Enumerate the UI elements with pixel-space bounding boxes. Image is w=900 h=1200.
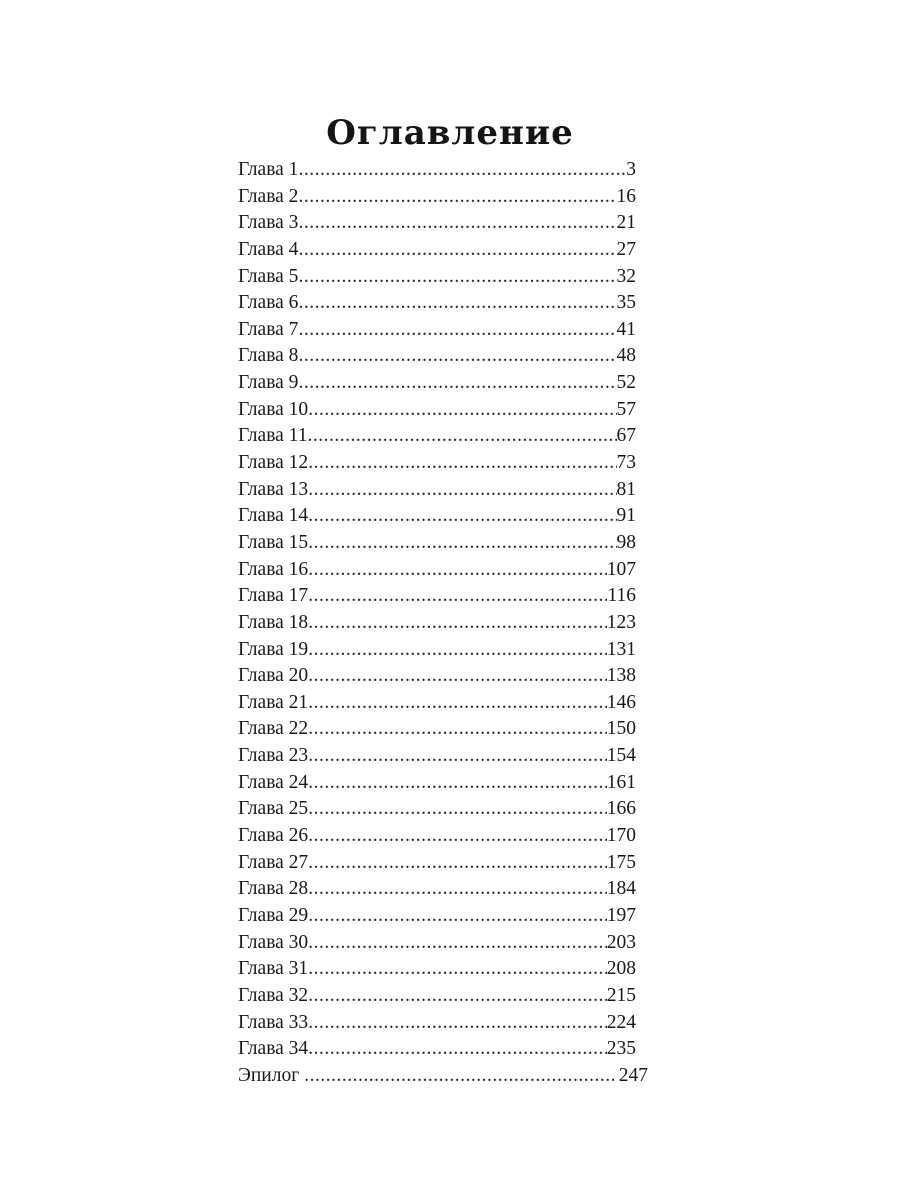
- toc-entry-page-number: 215: [606, 984, 636, 1006]
- dot-leader: [308, 637, 607, 664]
- toc-entry-page-number: 146: [606, 691, 636, 713]
- toc-entry-label: Глава 22: [238, 718, 309, 740]
- toc-entry: [238, 983, 648, 1010]
- toc-entry-page-number: 52: [616, 372, 636, 394]
- dot-leader: [308, 743, 607, 770]
- toc-entry: [238, 610, 648, 637]
- toc-entry-label: Глава 34: [238, 1038, 309, 1060]
- toc-entry: [238, 450, 648, 477]
- dot-leader: [308, 477, 616, 504]
- toc-entry: [238, 770, 648, 797]
- toc-entry-label: Глава 32: [238, 984, 309, 1006]
- toc-entry: [238, 1063, 648, 1090]
- toc-entry-label: Глава 31: [238, 958, 309, 980]
- dot-leader: [298, 157, 626, 184]
- toc-entry: [238, 290, 648, 317]
- dot-leader: [298, 210, 616, 237]
- dot-leader: [298, 290, 616, 317]
- toc-entry-page-number: 208: [606, 958, 636, 980]
- toc-entry-label: Глава 26: [238, 825, 309, 847]
- dot-leader: [308, 397, 616, 424]
- toc-entry-page-number: 73: [616, 452, 636, 474]
- toc-entry-page-number: 16: [616, 185, 636, 207]
- toc-entry-label: Глава 33: [238, 1011, 309, 1033]
- toc-entry: [238, 796, 648, 823]
- toc-entry: [238, 557, 648, 584]
- toc-entry: [238, 903, 648, 930]
- toc-entry: [238, 716, 648, 743]
- toc-entry: [238, 637, 648, 664]
- toc-entry: [238, 690, 648, 717]
- toc-entry: [238, 343, 648, 370]
- toc-entry: [238, 370, 648, 397]
- toc-entry: [238, 850, 648, 877]
- toc-entry-label: Глава 24: [238, 771, 309, 793]
- toc-entry-page-number: 32: [616, 265, 636, 287]
- dot-leader: [308, 503, 616, 530]
- dot-leader: [308, 450, 616, 477]
- toc-entry-page-number: 107: [606, 558, 636, 580]
- toc-entry-page-number: 166: [606, 798, 636, 820]
- toc-entry-label: Глава 8: [238, 345, 299, 367]
- toc-entry-label: Глава 23: [238, 745, 309, 767]
- toc-entry-page-number: 161: [606, 771, 636, 793]
- dot-leader: [308, 716, 607, 743]
- dot-leader: [308, 956, 607, 983]
- toc-entry-page-number: 247: [618, 1064, 648, 1086]
- toc-entry-label: Глава 14: [238, 505, 309, 527]
- toc-entry-label: Глава 20: [238, 665, 309, 687]
- toc-entry-page-number: 123: [606, 611, 636, 633]
- toc-entry-page-number: 67: [616, 425, 636, 447]
- toc-entry-label: Глава 19: [238, 638, 309, 660]
- toc-entry: [238, 823, 648, 850]
- toc-entry-page-number: 57: [616, 398, 636, 420]
- dot-leader: [308, 903, 607, 930]
- dot-leader: [308, 583, 607, 610]
- dot-leader: [304, 1063, 614, 1090]
- dot-leader: [308, 770, 607, 797]
- toc-entry-label: Глава 28: [238, 878, 309, 900]
- toc-entry-page-number: 170: [606, 825, 636, 847]
- toc-entry: [238, 956, 648, 983]
- toc-entry-label: Глава 9: [238, 372, 299, 394]
- toc-entry: [238, 743, 648, 770]
- toc-entry-page-number: 197: [606, 904, 636, 926]
- dot-leader: [298, 184, 616, 211]
- toc-entry: [238, 264, 648, 291]
- dot-leader: [298, 264, 616, 291]
- toc-entry: [238, 930, 648, 957]
- toc-entry: [238, 237, 648, 264]
- dot-leader: [298, 370, 616, 397]
- dot-leader: [308, 983, 607, 1010]
- toc-entry: [238, 530, 648, 557]
- toc-entry-page-number: 224: [606, 1011, 636, 1033]
- toc-entry-label: Глава 1: [238, 159, 299, 180]
- toc-entry-page-number: 184: [606, 878, 636, 900]
- toc-entry-page-number: 81: [616, 478, 636, 500]
- toc-entry-page-number: 91: [616, 505, 636, 527]
- toc-entry-page-number: 235: [606, 1038, 636, 1060]
- dot-leader: [308, 876, 607, 903]
- toc-entry: [238, 503, 648, 530]
- toc-entry-label: Глава 4: [238, 238, 299, 260]
- toc-entry-label: Эпилог: [238, 1064, 300, 1086]
- toc-entry-label: Глава 30: [238, 931, 309, 953]
- toc-entry-page-number: 203: [606, 931, 636, 953]
- dot-leader: [308, 1010, 607, 1037]
- dot-leader: [308, 850, 607, 877]
- toc-entry-label: Глава 6: [238, 292, 299, 314]
- toc-entry-page-number: 154: [606, 745, 636, 767]
- dot-leader: [308, 557, 607, 584]
- toc-entry-page-number: 175: [606, 851, 636, 873]
- dot-leader: [308, 663, 607, 690]
- toc-entry-label: Глава 12: [238, 452, 309, 474]
- toc-entry-label: Глава 7: [238, 318, 299, 340]
- dot-leader: [298, 343, 616, 370]
- toc-entry: [238, 876, 648, 903]
- toc-entry-page-number: 41: [616, 318, 636, 340]
- toc-entry: [238, 477, 648, 504]
- dot-leader: [307, 423, 616, 450]
- toc-entry: [238, 583, 648, 610]
- toc-entry-page-number: 21: [616, 212, 636, 234]
- toc-entry: [238, 397, 648, 424]
- toc-entry-label: Глава 29: [238, 904, 309, 926]
- toc-entry-label: Глава 17: [238, 585, 309, 607]
- dot-leader: [298, 317, 616, 344]
- toc-entry-label: Глава 21: [238, 691, 309, 713]
- toc-entry: [238, 663, 648, 690]
- toc-entry-label: Глава 3: [238, 212, 299, 234]
- toc-entry: [238, 1036, 648, 1063]
- dot-leader: [308, 823, 607, 850]
- toc-entry-label: Глава 27: [238, 851, 309, 873]
- dot-leader: [308, 530, 616, 557]
- toc-entry-label: Глава 25: [238, 798, 309, 820]
- toc-entry-page-number: 98: [616, 531, 636, 553]
- toc-entry-page-number: 27: [616, 238, 636, 260]
- toc-entry-label: Глава 5: [238, 265, 299, 287]
- toc-entry: [238, 317, 648, 344]
- dot-leader: [308, 930, 607, 957]
- toc-entry-page-number: 138: [606, 665, 636, 687]
- toc-entry-label: Глава 18: [238, 611, 309, 633]
- toc-entry-page-number: 116: [607, 585, 636, 607]
- dot-leader: [308, 690, 607, 717]
- toc-entry-page-number: 48: [616, 345, 636, 367]
- toc-entry: [238, 210, 648, 237]
- dot-leader: [308, 796, 607, 823]
- toc-entry-page-number: 3: [626, 159, 636, 180]
- toc-entry-label: Глава 2: [238, 185, 299, 207]
- toc-entry-page-number: 150: [606, 718, 636, 740]
- table-of-contents: [238, 157, 648, 1089]
- toc-entry-label: Глава 15: [238, 531, 309, 553]
- dot-leader: [298, 237, 616, 264]
- toc-entry-page-number: 35: [616, 292, 636, 314]
- toc-entry-label: Глава 16: [238, 558, 309, 580]
- toc-entry: [238, 184, 648, 211]
- dot-leader: [308, 1036, 607, 1063]
- toc-entry-label: Глава 11: [238, 425, 308, 447]
- dot-leader: [308, 610, 607, 637]
- toc-entry-page-number: 131: [606, 638, 636, 660]
- page-title: Оглавление: [326, 112, 574, 153]
- toc-entry-label: Глава 10: [238, 398, 309, 420]
- toc-entry: [238, 423, 648, 450]
- toc-entry: [238, 1010, 648, 1037]
- toc-entry-label: Глава 13: [238, 478, 309, 500]
- toc-entry: [238, 157, 648, 184]
